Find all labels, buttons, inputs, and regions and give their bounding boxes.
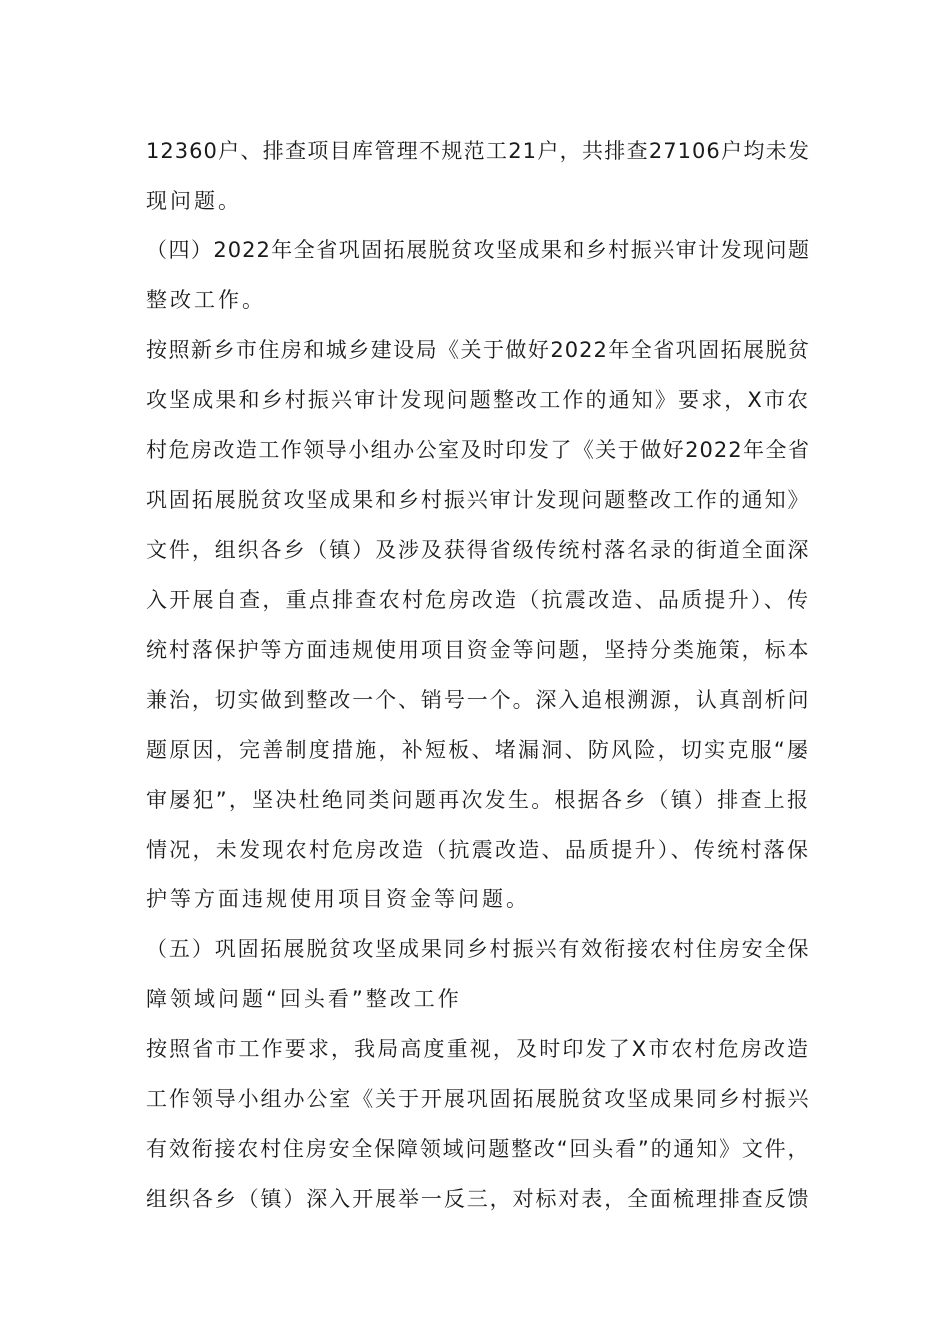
text-line: 村危房改造工作领导小组办公室及时印发了《关于做好2022年全省 [146,438,810,462]
section-heading: （四）2022年全省巩固拓展脱贫攻坚成果和乡村振兴审计发现问题 [146,238,810,262]
text-line: 12360户、排查项目库管理不规范工21户，共排查27106户均未发 [146,139,810,163]
text-line: 攻坚成果和乡村振兴审计发现问题整改工作的通知》要求，X市农 [146,388,810,412]
text-line: 工作领导小组办公室《关于开展巩固拓展脱贫攻坚成果同乡村振兴 [146,1087,810,1111]
text-line: 按照新乡市住房和城乡建设局《关于做好2022年全省巩固拓展脱贫 [146,338,810,362]
text-line: 护等方面违规使用项目资金等问题。 [146,887,530,911]
text-line: 组织各乡（镇）深入开展举一反三，对标对表，全面梳理排查反馈 [146,1187,810,1211]
section-heading: （五）巩固拓展脱贫攻坚成果同乡村振兴有效衔接农村住房安全保 [146,937,810,961]
text-line: 情况，未发现农村危房改造（抗震改造、品质提升）、传统村落保 [146,838,810,862]
text-line: 按照省市工作要求，我局高度重视，及时印发了X市农村危房改造 [146,1037,810,1061]
section-heading: 障领域问题“回头看”整改工作 [146,987,462,1011]
text-line: 文件，组织各乡（镇）及涉及获得省级传统村落名录的街道全面深 [146,538,810,562]
text-line: 审屡犯”，坚决杜绝同类问题再次发生。根据各乡（镇）排查上报 [146,788,810,812]
text-line: 巩固拓展脱贫攻坚成果和乡村振兴审计发现问题整改工作的通知》 [146,488,810,512]
text-line: 兼治，切实做到整改一个、销号一个。深入追根溯源，认真剖析问 [146,688,810,712]
section-heading: 整改工作。 [146,288,266,312]
text-line: 有效衔接农村住房安全保障领域问题整改“回头看”的通知》文件， [146,1137,810,1161]
text-line: 入开展自查，重点排查农村危房改造（抗震改造、品质提升）、传 [146,588,810,612]
text-line: 现问题。 [146,189,242,213]
text-line: 题原因，完善制度措施，补短板、堵漏洞、防风险，切实克服“屡 [146,738,810,762]
text-line: 统村落保护等方面违规使用项目资金等问题，坚持分类施策，标本 [146,638,810,662]
